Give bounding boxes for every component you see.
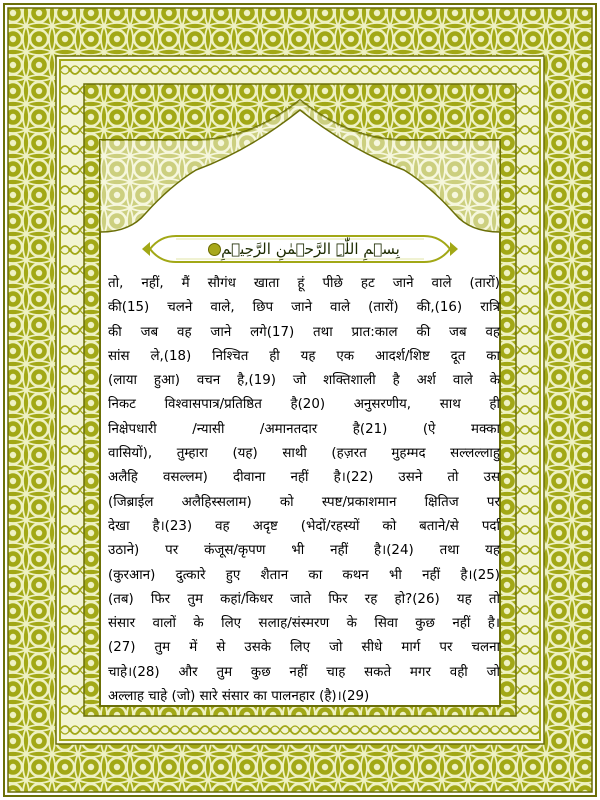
verse-text-block <box>108 272 500 709</box>
text-line: (कुरआन) दुत्कारे हुए शैतान का कथन भी नहीं है।(25) <box>108 567 500 583</box>
text-line: (लाया हुआ) वचन है,(19) जो शक्तिशाली है अर्श वाले के <box>108 373 500 389</box>
text-line: (27) तुम में से उसके लिए जो सीधे मार्ग पर चलना <box>108 640 500 656</box>
text-line: उठाने) पर कंजूस/कृपण भी नहीं है।(24) तथा यह <box>108 543 500 559</box>
bismillah-text: بِسۡمِ اللّٰہِ الرَّحۡمٰنِ الرَّحِیۡمِ <box>221 240 400 258</box>
text-line: निक्षेपधारी /न्यासी /अमानतदार है(21) (ऐ मक्का <box>108 421 500 437</box>
verse-marker-icon <box>208 243 221 256</box>
text-line: (जिब्राईल अलैहिस्सलाम) को स्पष्ट/प्रकाशमान क्षितिज पर <box>108 494 500 510</box>
text-line: संसार वालों के लिए सलाह/संस्मरण के सिवा कुछ नहीं है। <box>108 616 500 632</box>
text-line: की(15) चलने वाले, छिप जाने वाले (तारों) की,(16) रात्रि <box>108 300 500 316</box>
text-line: (तब) फिर तुम कहां/किधर जाते फिर रह हो?(26) यह तो <box>108 591 500 607</box>
text-line: की जब वह जाने लगे(17) तथा प्रात:काल की जब वह <box>108 324 500 340</box>
text-line: चाहे।(28) और तुम कुछ नहीं चाह सकते मगर वही जो <box>108 664 500 680</box>
text-line: अलैहि वसल्लम) दीवाना नहीं है।(22) उसने तो उस <box>108 470 500 486</box>
bismillah-heading <box>150 234 454 264</box>
text-line: निकट विश्वासपात्र/प्रतिष्ठित है(20) अनुसरणीय, साथ ही <box>108 397 500 413</box>
text-line: सांस ले,(18) निश्चित ही यह एक आदर्श/शिष्ट दूत का <box>108 348 500 364</box>
text-line: तो, नहीं, मैं सौगंध खाता हूं पीछे हट जाने वाले (तारों) <box>108 276 500 291</box>
text-line: देखा है।(23) वह अदृष्ट (भेदों/रहस्यों को बताने/से पर्दा <box>108 518 500 534</box>
text-line: वासियों), तुम्हारा (यह) साथी (हज़रत मुहम्मद सल्लल्लाहु <box>108 446 500 462</box>
text-line: अल्लाह चाहे (जो) सारे संसार का पालनहार (है)।(29) <box>108 689 370 705</box>
